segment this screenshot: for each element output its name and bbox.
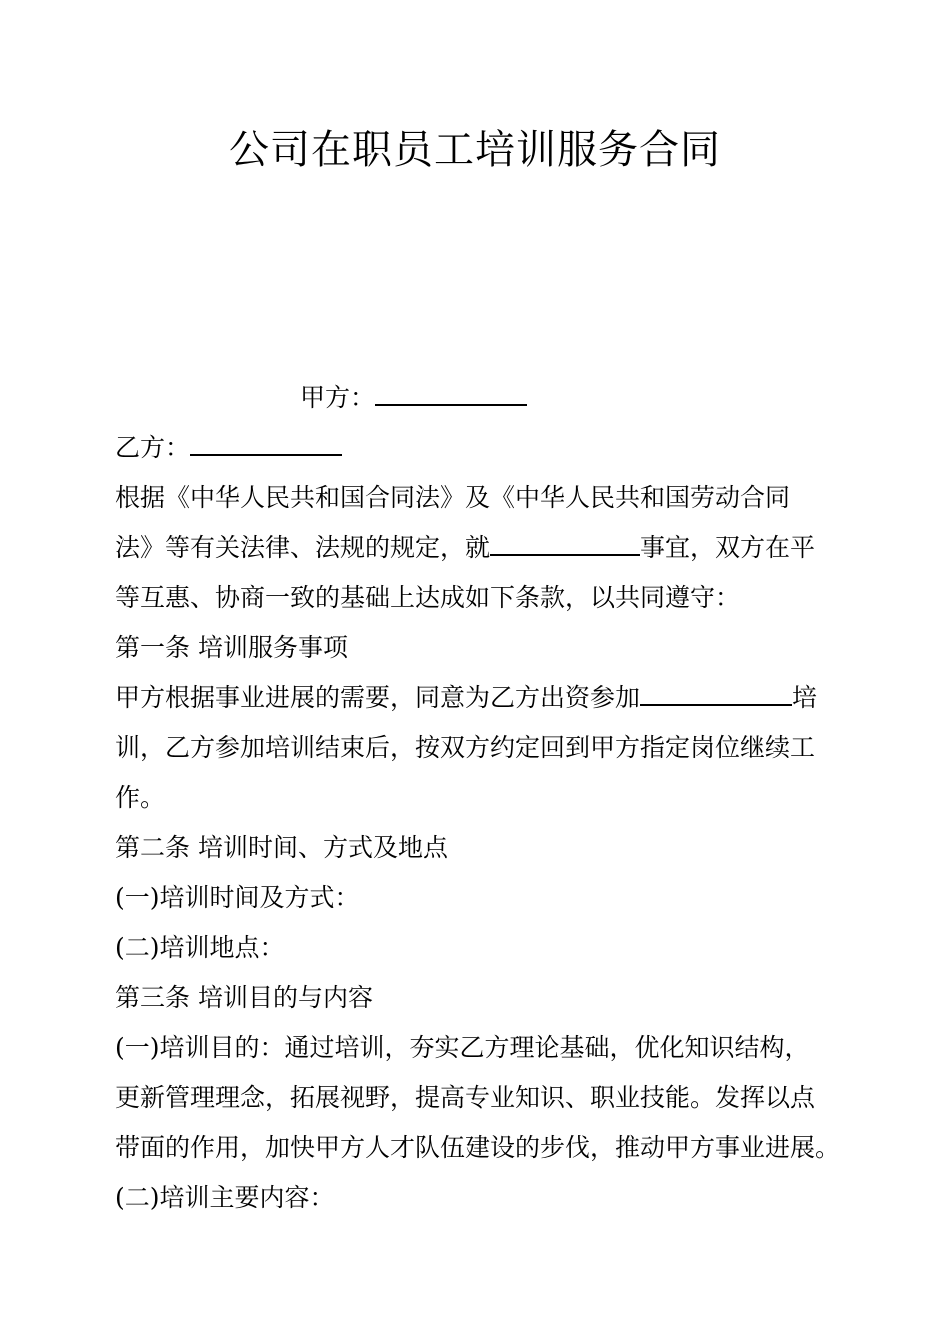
party-a-label: 甲方： <box>300 383 376 412</box>
preamble-line-2-end: 事宜，双方在平 <box>640 533 816 562</box>
article-3-item-2: (二)培训主要内容： <box>115 1183 335 1212</box>
article-3-item-1-line-1: (一)培训目的：通过培训，夯实乙方理论基础，优化知识结构， <box>115 1033 810 1062</box>
article-1-line-2: 训，乙方参加培训结束后，按双方约定回到甲方指定岗位继续工 <box>115 733 816 762</box>
article-3-item-1-line-3: 带面的作用，加快甲方人才队伍建设的步伐，推动甲方事业进展。 <box>115 1133 841 1162</box>
article-3-item-1-line-2: 更新管理理念，拓展视野，提高专业知识、职业技能。发挥以点 <box>115 1083 816 1112</box>
article-1-line-3: 作。 <box>115 783 166 812</box>
article-3-heading: 第三条 培训目的与内容 <box>115 983 373 1012</box>
article-1-line-1-end: 培 <box>792 683 818 712</box>
preamble-line-3: 等互惠、协商一致的基础上达成如下条款，以共同遵守： <box>115 583 741 612</box>
document-title: 公司在职员工培训服务合同 <box>229 127 721 173</box>
party-b-line <box>115 430 845 466</box>
article-1-line-1 <box>115 680 845 716</box>
article-1-line-1-start: 甲方根据事业进展的需要，同意为乙方出资参加 <box>115 683 641 712</box>
training-blank <box>640 684 792 706</box>
party-a-blank <box>375 384 527 406</box>
article-2-item-1: (一)培训时间及方式： <box>115 883 360 912</box>
party-b-label: 乙方： <box>115 433 191 462</box>
preamble-line-1: 根据《中华人民共和国合同法》及《中华人民共和国劳动合同 <box>115 483 791 512</box>
article-1-heading: 第一条 培训服务事项 <box>115 633 348 662</box>
preamble-line-2-start: 法》等有关法律、法规的规定，就 <box>115 533 491 562</box>
matter-blank <box>490 534 640 556</box>
preamble-line-2 <box>115 530 845 566</box>
party-a-line <box>300 380 950 416</box>
article-2-heading: 第二条 培训时间、方式及地点 <box>115 833 448 862</box>
party-b-blank <box>190 434 342 456</box>
article-2-item-2: (二)培训地点： <box>115 933 285 962</box>
